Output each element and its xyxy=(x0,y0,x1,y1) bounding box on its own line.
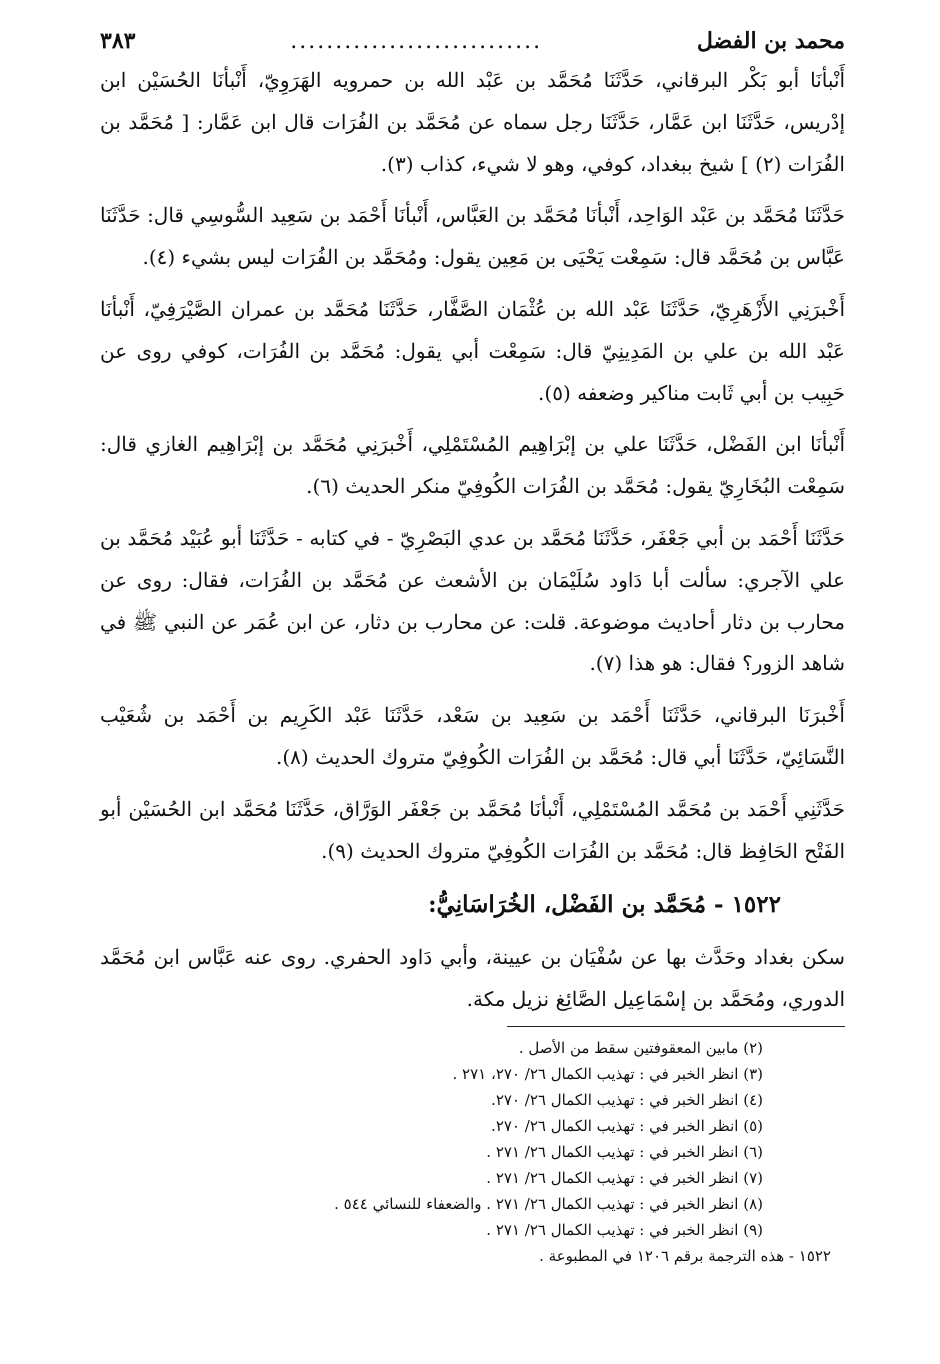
footnote: ١٥٢٢ - هذه الترجمة برقم ١٢٠٦ في المطبوعة . xyxy=(539,1247,831,1266)
footnotes xyxy=(100,1035,845,1269)
narration-paragraph: حَدَّثَنَا أَحْمَد بن أبي جَعْفَر، حَدَّثَنَا مُحَمَّد بن عدي البَصْرِيّ - في كتابه - حَدَّثَنَا أبو عُبَيْد مُحَمَّد بن علي الآجري: سألت أبا دَاود سُلَيْمَان بن الأشعث عن مُحَمَّد بن الفُرَات، فقال: روى عن محارب بن دثار أحاديث موضوعة. قلت: عن محارب بن دثار، عن ابن عُمَر عن النبي ﷺ في شاهد الزور؟ فقال: هو هذا (٧). xyxy=(100,525,846,676)
running-head xyxy=(100,22,845,60)
footnote: (٦) انظر الخبر في : تهذيب الكمال ٢٦/ ٢٧١ . xyxy=(486,1143,763,1162)
main-text xyxy=(100,60,845,872)
narration-paragraph: أَخْبرَنِي الأَزْهَرِيّ، حَدَّثَنَا عَبْد الله بن عُثْمَان الصَّفَّار، حَدَّثَنَا مُحَمَّد بن عمران الصَّيْرَفِيّ، أَنْبأنَا عَبْد الله بن علي بن المَدِينِيّ قال: سَمِعْت أبي يقول: مُحَمَّد بن الفُرَات، كوفي روى عن حَبِيب بن أبي ثَابت مناكير وضعفه (٥). xyxy=(100,296,846,405)
footnote: (٥) انظر الخبر في : تهذيب الكمال ٢٦/ ٢٧٠. xyxy=(491,1117,763,1136)
narration-paragraph: حَدَّثَنَا مُحَمَّد بن عَبْد الوَاحِد، أَنْبأنَا مُحَمَّد بن العَبَّاس، أَنْبأنَا أَحْمَد بن سَعِيد السُّوسِي قال: حَدَّثَنَا عَبَّاس بن مُحَمَّد قال: سَمِعْت يَحْيَى بن مَعِين يقول: ومُحَمَّد بن الفُرَات ليس بشيء (٤). xyxy=(100,203,845,270)
page-number: ٣٨٣ xyxy=(100,28,136,54)
narration-paragraph: أَنْبأنَا أبو بَكْر البرقاني، حَدَّثَنَا مُحَمَّد بن عَبْد الله بن حمرويه الهَرَوِيّ، أَنْبأنَا الحُسَيْن ابن إدْريس، حَدَّثَنَا ابن عَمَّار، حَدَّثَنَا رجل سماه عن مُحَمَّد بن الفُرَات قال ابن عَمَّار: [ مُحَمَّد بن الفُرَات (٢) ] شيخ ببغداد، كوفي، وهو لا شيء، كذاب (٣). xyxy=(100,68,845,176)
entry-text: سكن بغداد وحَدَّث بها عن سُفْيَان بن عيينة، وأبي دَاود الحفري. روى عنه عَبَّاس ابن مُحَمَّد الدوري، ومُحَمَّد بن إسْمَاعِيل الصَّائِغ نزيل مكة. xyxy=(100,945,845,1012)
narration-paragraph: أَنْبأنَا ابن الفَضْل، حَدَّثَنَا علي بن إبْرَاهِيم المُسْتَمْلِي، أَخْبرَنِي مُحَمَّد بن إبْرَاهِيم الغازي قال: سَمِعْت البُخَارِيّ يقول: مُحَمَّد بن الفُرَات الكُوفِيّ منكر الحديث (٦). xyxy=(100,432,845,499)
footnote: (٣) انظر الخبر في : تهذيب الكمال ٢٦/ ٢٧٠، ٢٧١ . xyxy=(452,1065,763,1084)
narration-paragraph: أَخْبرَنَا البرقاني، حَدَّثَنَا أَحْمَد بن سَعِيد بن سَعْد، حَدَّثَنَا عَبْد الكَرِيم بن أَحْمَد بن شُعَيْب النَّسَائِيّ، حَدَّثَنَا أبي قال: مُحَمَّد بن الفُرَات الكُوفِيّ متروك الحديث (٨). xyxy=(100,703,845,769)
narration-paragraph: حَدَّثَنِي أَحْمَد بن مُحَمَّد المُسْتَمْلِي، أَنْبأنَا مُحَمَّد بن جَعْفَر الوَرَّاق، حَدَّثَنَا مُحَمَّد ابن الحُسَيْن أبو الفَتْح الحَافِظ قال: مُحَمَّد بن الفُرَات الكُوفِيّ متروك الحديث (٩). xyxy=(100,796,845,863)
running-head-title: محمد بن الفضل xyxy=(696,28,845,54)
book-page xyxy=(100,22,845,1269)
footnote: (٧) انظر الخبر في : تهذيب الكمال ٢٦/ ٢٧١ . xyxy=(486,1169,763,1188)
running-head-dots: ............................ xyxy=(290,29,543,54)
footnote: (٤) انظر الخبر في : تهذيب الكمال ٢٦/ ٢٧٠. xyxy=(491,1091,763,1110)
footnote-divider xyxy=(507,1026,845,1027)
footnote: (٨) انظر الخبر في : تهذيب الكمال ٢٦/ ٢٧١ . والضعفاء للنسائي ٥٤٤ . xyxy=(334,1195,763,1214)
footnote: (٩) انظر الخبر في : تهذيب الكمال ٢٦/ ٢٧١ . xyxy=(486,1221,763,1240)
footnote: (٢) مابين المعقوفتين سقط من الأصل . xyxy=(518,1039,763,1058)
entry-heading: ١٥٢٢ - مُحَمَّد بن الفَضْل، الخُرَاسَانِيُّ: xyxy=(428,891,781,919)
